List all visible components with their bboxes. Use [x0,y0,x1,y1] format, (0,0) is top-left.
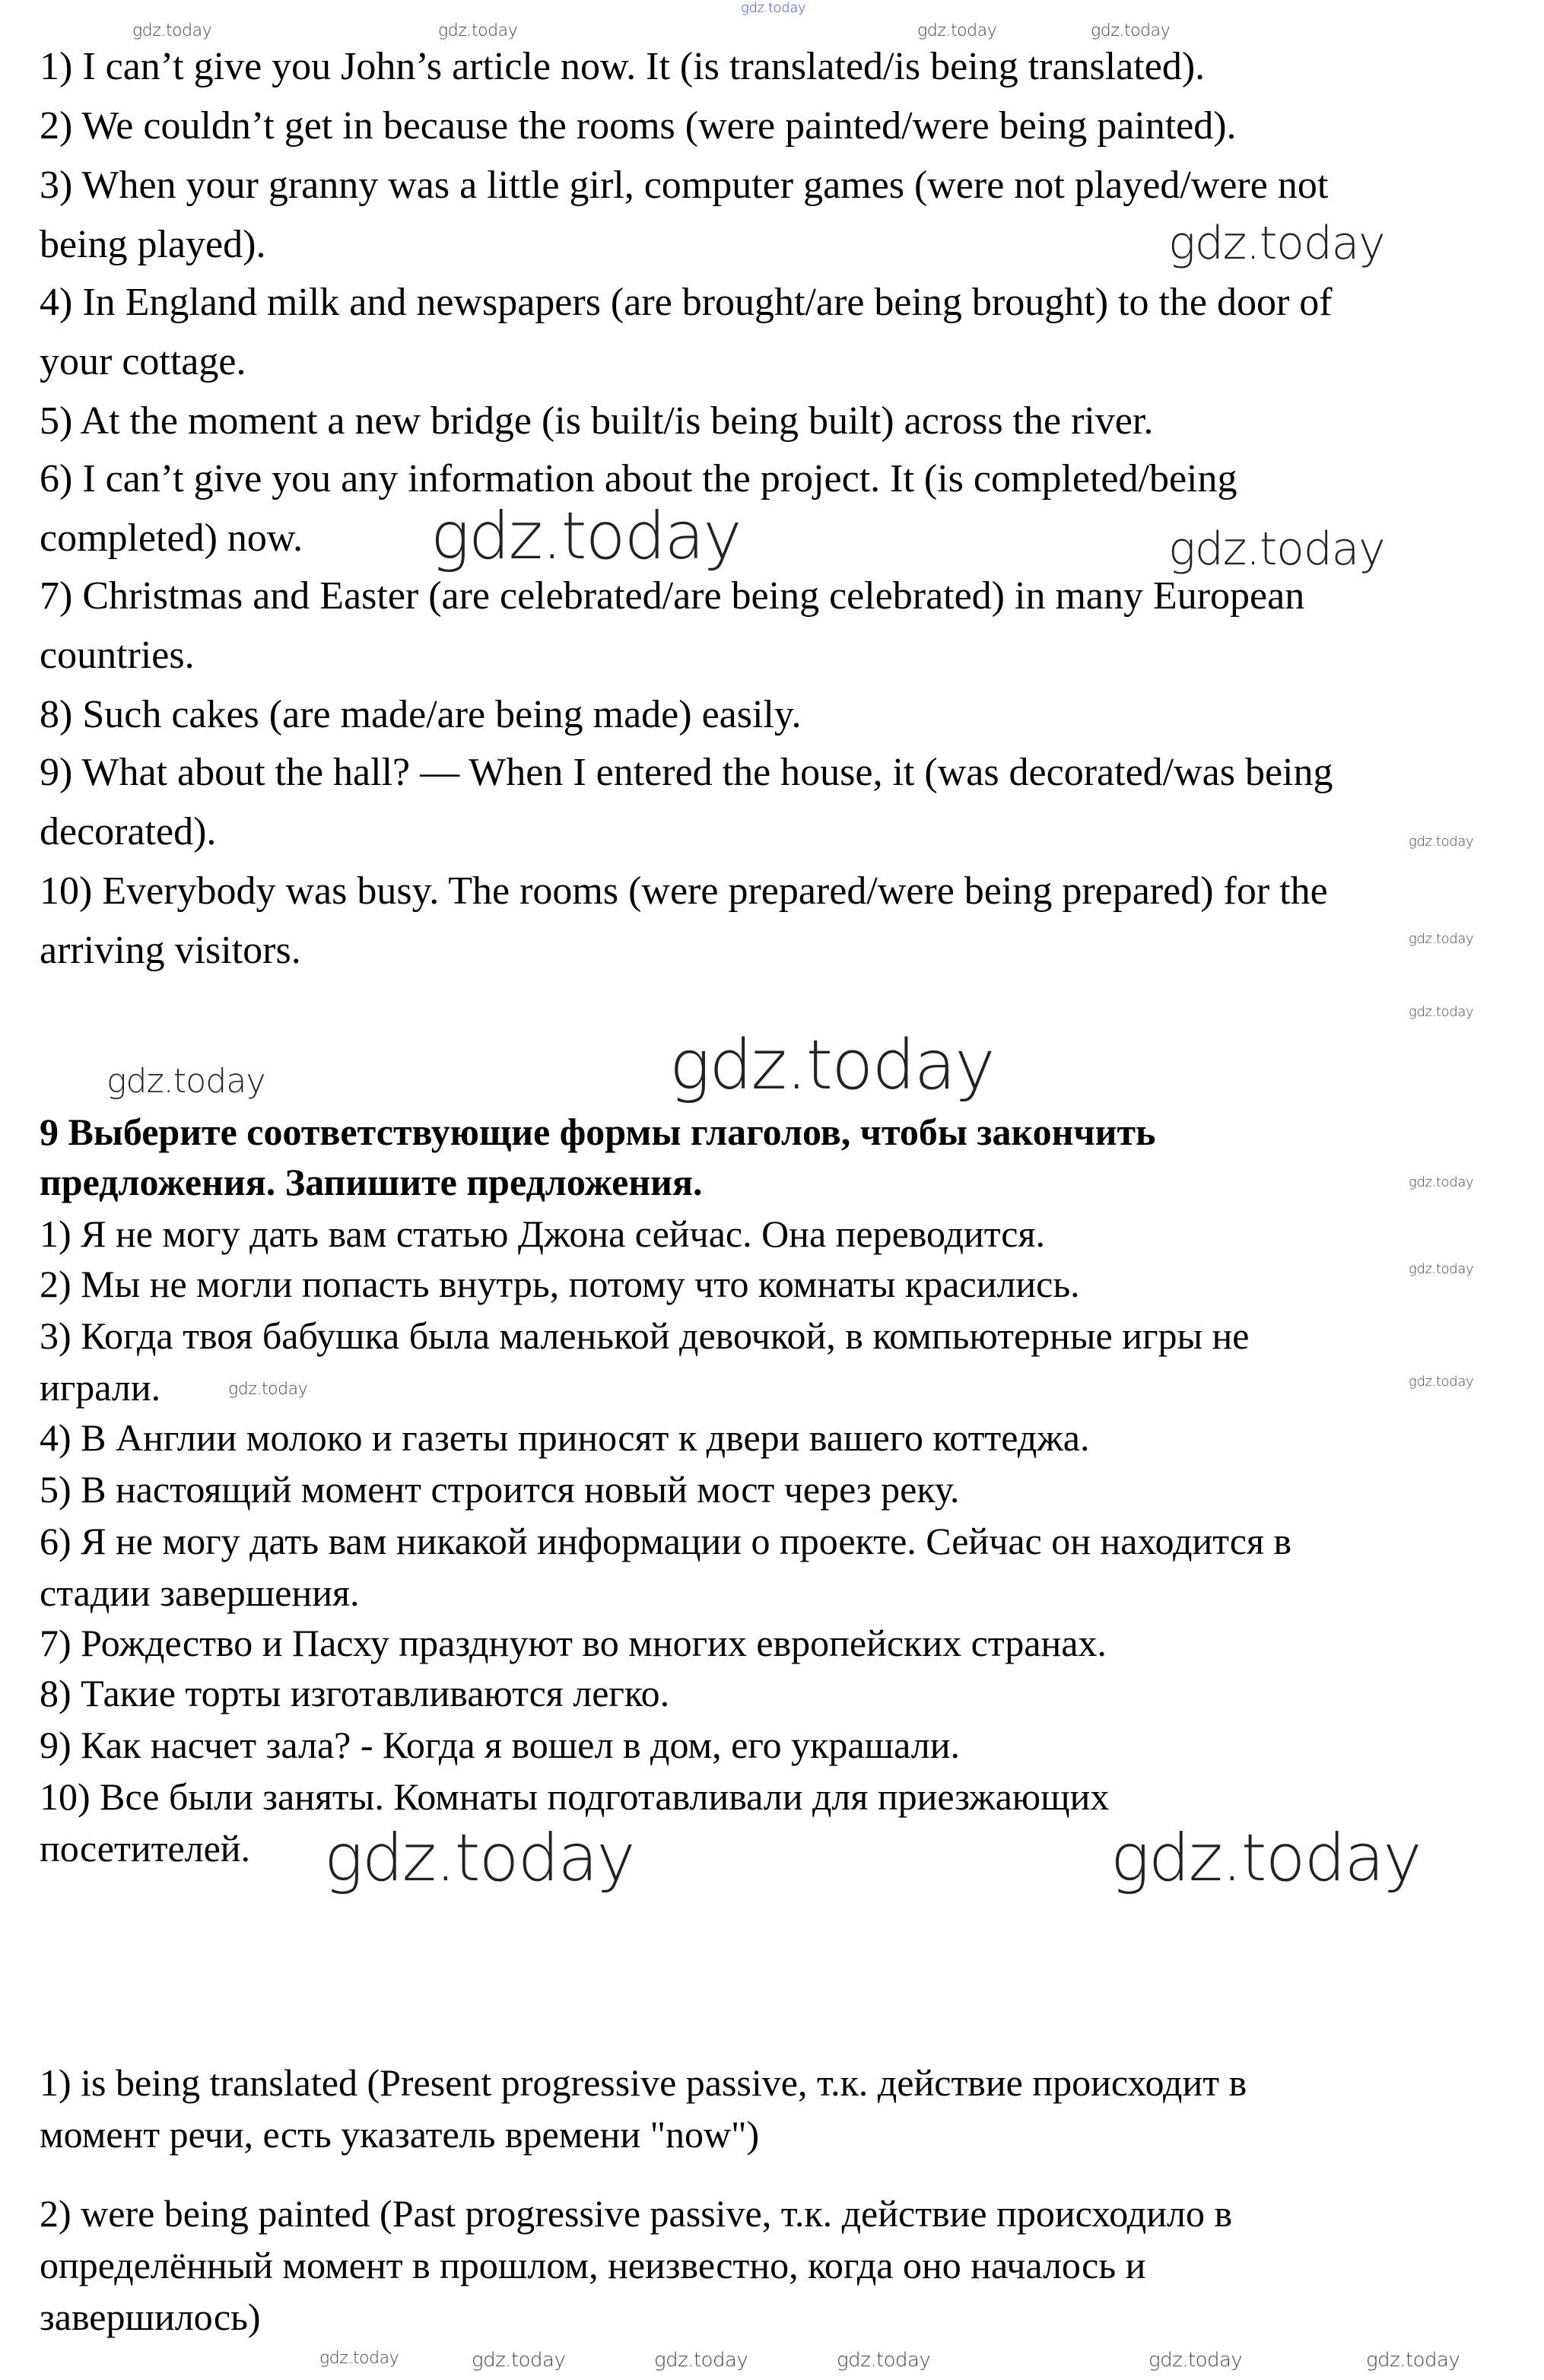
translation-line: 9) Как насчет зала? - Когда я вошел в дом, его украшали. [40,1724,960,1766]
exercise-line: 5) At the moment a new bridge (is built/is being built) across the river. [40,399,1154,443]
watermark: gdz.today [654,2349,748,2372]
watermark: gdz.today [1148,2349,1243,2372]
watermark: gdz.today [837,2349,931,2372]
answer-line: момент речи, есть указатель времени "now") [40,2113,760,2156]
watermark: gdz.today [1409,1261,1474,1277]
watermark: gdz.today [319,2349,399,2368]
translation-line: играли. [40,1366,161,1409]
answer-line: определённый момент в прошлом, неизвестно, когда оно началось и [40,2244,1146,2286]
watermark: gdz.today [917,21,997,40]
exercise-line: 3) When your granny was a little girl, computer games (were not played/were not [40,164,1329,207]
translation-line: 1) Я не могу дать вам статью Джона сейчас. Она переводится. [40,1212,1045,1255]
translation-line: 4) В Англии молоко и газеты приносят к двери вашего коттеджа. [40,1416,1090,1459]
watermark: gdz.today [106,1062,265,1101]
answer-line: 2) were being painted (Past progressive passive, т.к. действие происходило в [40,2192,1233,2235]
translation-line: 6) Я не могу дать вам никакой информации о проекте. Сейчас он находится в [40,1520,1292,1562]
heading-line: предложения. Запишите предложения. [40,1161,703,1203]
watermark: gdz.today [228,1380,308,1399]
translation-line: 10) Все были заняты. Комнаты подготавливали для приезжающих [40,1775,1110,1818]
watermark: gdz.today [132,21,212,40]
watermark: gdz.today [1409,931,1474,947]
exercise-line: 4) In England milk and newspapers (are brought/are being brought) to the door of [40,281,1333,324]
watermark: gdz.today [741,0,806,16]
watermark: gdz.today [1409,1174,1474,1190]
exercise-line: 2) We couldn’t get in because the rooms (were painted/were being painted). [40,104,1237,148]
exercise-line: 7) Christmas and Easter (are celebrated/are being celebrated) in many European [40,574,1305,618]
answer-line: 1) is being translated (Present progressive passive, т.к. действие происходит в [40,2061,1247,2104]
watermark: gdz.today [1091,21,1171,40]
watermark: gdz.today [1366,2349,1460,2372]
exercise-line: 9) What about the hall? — When I entered the house, it (was decorated/was being [40,751,1333,794]
watermark: gdz.today [324,1820,634,1896]
watermark: gdz.today [430,498,741,574]
translation-line: посетителей. [40,1827,251,1870]
exercise-line: 8) Such cakes (are made/are being made) easily. [40,693,802,736]
exercise-line: your cottage. [40,340,246,383]
watermark: gdz.today [1168,523,1385,576]
translation-line: стадии завершения. [40,1571,360,1614]
heading-line: 9 Выберите соответствующие формы глаголов, чтобы закончить [40,1111,1156,1153]
watermark: gdz.today [1409,1004,1474,1020]
watermark: gdz.today [669,1025,994,1105]
translation-line: 7) Рождество и Пасху празднуют во многих европейских странах. [40,1622,1107,1664]
exercise-line: decorated). [40,810,217,853]
translation-line: 3) Когда твоя бабушка была маленькой девочкой, в компьютерные игры не [40,1314,1250,1357]
watermark: gdz.today [1168,217,1385,270]
exercise-line: being played). [40,223,266,266]
exercise-line: 1) I can’t give you John’s article now. It (is translated/is being translated). [40,45,1206,88]
exercise-line: arriving visitors. [40,929,301,972]
exercise-line: completed) now. [40,516,303,560]
watermark: gdz.today [1409,834,1474,850]
translation-line: 8) Такие торты изготавливаются легко. [40,1672,670,1714]
watermark: gdz.today [472,2349,566,2372]
exercise-line: 10) Everybody was busy. The rooms (were prepared/were being prepared) for the [40,869,1328,913]
watermark: gdz.today [1110,1820,1421,1896]
translation-line: 2) Мы не могли попасть внутрь, потому что комнаты красились. [40,1263,1080,1305]
watermark: gdz.today [438,21,518,40]
translation-line: 5) В настоящий момент строится новый мост через реку. [40,1468,960,1511]
exercise-line: countries. [40,634,195,677]
exercise-line: 6) I can’t give you any information about the project. It (is completed/being [40,457,1237,500]
watermark: gdz.today [1409,1374,1474,1390]
answer-line: завершилось) [40,2296,261,2338]
